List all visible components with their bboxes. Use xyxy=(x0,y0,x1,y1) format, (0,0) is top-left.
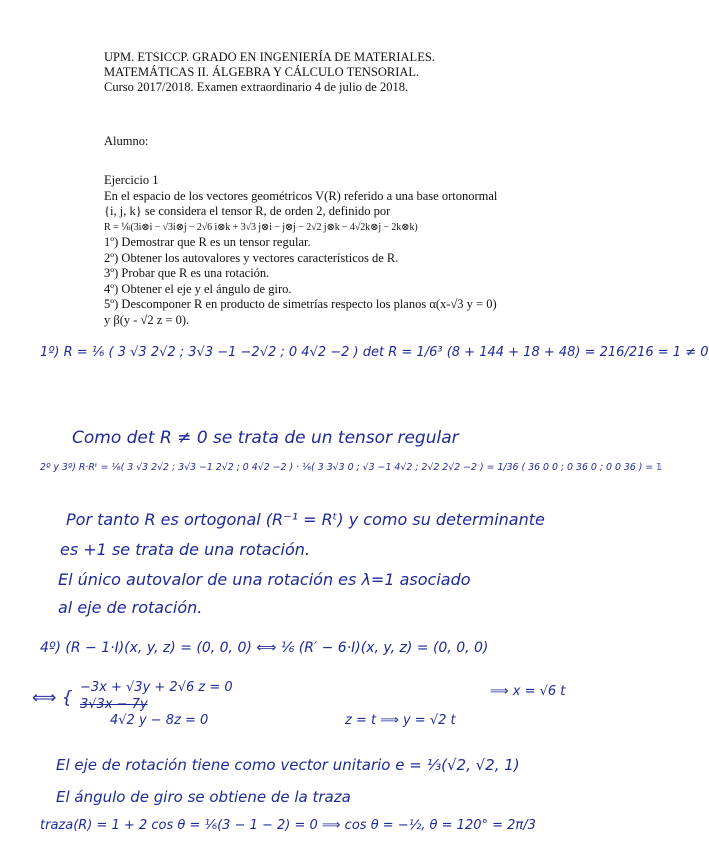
hand-line-angle: El ángulo de giro se obtiene de la traza xyxy=(56,788,351,806)
hand-line-unit-vector: El eje de rotación tiene como vector unitario e = ⅓(√2, √2, 1) xyxy=(56,756,520,774)
tensor-formula: R = ⅙(3i⊗i − √3i⊗j − 2√6 i⊗k + 3√3 j⊗i − j⊗j − 2√2 j⊗k − 4√2k⊗j − 2k⊗k) xyxy=(104,221,418,233)
hand-line-rotation: es +1 se trata de una rotación. xyxy=(60,540,310,559)
hand-line-system: 4º) (R − 1·I)(x, y, z) = (0, 0, 0) ⟺ ⅙ (R′ − 6·I)(x, y, z) = (0, 0, 0) xyxy=(40,640,489,656)
header-line-3: Curso 2017/2018. Examen extraordinario 4 de julio de 2018. xyxy=(104,80,409,94)
student-label: Alumno: xyxy=(104,134,149,148)
exercise-item-5: 5º) Descomponer R en producto de simetrías respecto los planos α(x-√3 y = 0) xyxy=(104,297,497,311)
header-line-1: UPM. ETSICCP. GRADO EN INGENIERÍA DE MATERIALES. xyxy=(104,50,435,64)
exercise-item-1: 1º) Demostrar que R es un tensor regular. xyxy=(104,235,311,249)
hand-line-eigenvalue: El único autovalor de una rotación es λ=1 asociado xyxy=(58,570,471,589)
exercise-item-2: 2º) Obtener los autovalores y vectores característicos de R. xyxy=(104,250,399,265)
exercise-item-4: 4º) Obtener el eje y el ángulo de giro. xyxy=(104,281,292,296)
exercise-basis: {i, j, k} se considera el tensor R, de orden 2, definido por xyxy=(104,204,391,218)
header-line-2: MATEMÁTICAS II. ÁLGEBRA Y CÁLCULO TENSORIAL. xyxy=(104,65,420,79)
exam-header xyxy=(104,50,574,95)
hand-equation-3: 4√2 y − 8z = 0 xyxy=(110,713,209,728)
exercise-item-5-cont: y β(y - √2 z = 0). xyxy=(104,312,190,327)
hand-line-axis: al eje de rotación. xyxy=(58,598,203,617)
hand-equation-1: −3x + √3y + 2√6 z = 0 xyxy=(80,680,233,695)
hand-equation-2-struck: 3√3x − 7y xyxy=(80,697,148,712)
hand-parametric: z = t ⟹ y = √2 t xyxy=(345,713,456,728)
hand-line-orthogonal-product: 2º y 3º) R·Rᵗ = ⅙( 3 √3 2√2 ; 3√3 −1 2√2 ; 0 4√2 −2 ) · ⅙( 3 3√3 0 ; √3 −1 4√2 ; 2√2 2√2 −2 ) = 1/36 ( 36 0 0 ; 0 36 0 ; 0 0 36 ) = 𝟙 xyxy=(40,462,663,473)
equivalence-arrow: ⟺ { xyxy=(32,688,73,708)
exercise-intro: En el espacio de los vectores geométricos V(R) referido a una base ortonormal xyxy=(104,188,498,203)
hand-line-regular: Como det R ≠ 0 se trata de un tensor regular xyxy=(72,428,459,448)
hand-line-ortogonal: Por tanto R es ortogonal (R⁻¹ = Rᵗ) y como su determinante xyxy=(66,510,545,529)
hand-line-trace: traza(R) = 1 + 2 cos θ = ⅙(3 − 1 − 2) = 0 ⟹ cos θ = −½, θ = 120° = 2π/3 xyxy=(40,818,536,833)
exercise-title: Ejercicio 1 xyxy=(104,173,159,187)
hand-x-solution: ⟹ x = √6 t xyxy=(490,684,566,699)
exercise-item-3: 3º) Probar que R es una rotación. xyxy=(104,266,270,280)
hand-line-det: 1º) R = ⅙ ( 3 √3 2√2 ; 3√3 −1 −2√2 ; 0 4√2 −2 ) det R = 1/6³ (8 + 144 + 18 + 48) = 216/216 = 1 ≠ 0 xyxy=(40,345,709,360)
exercise-statement xyxy=(104,173,584,328)
